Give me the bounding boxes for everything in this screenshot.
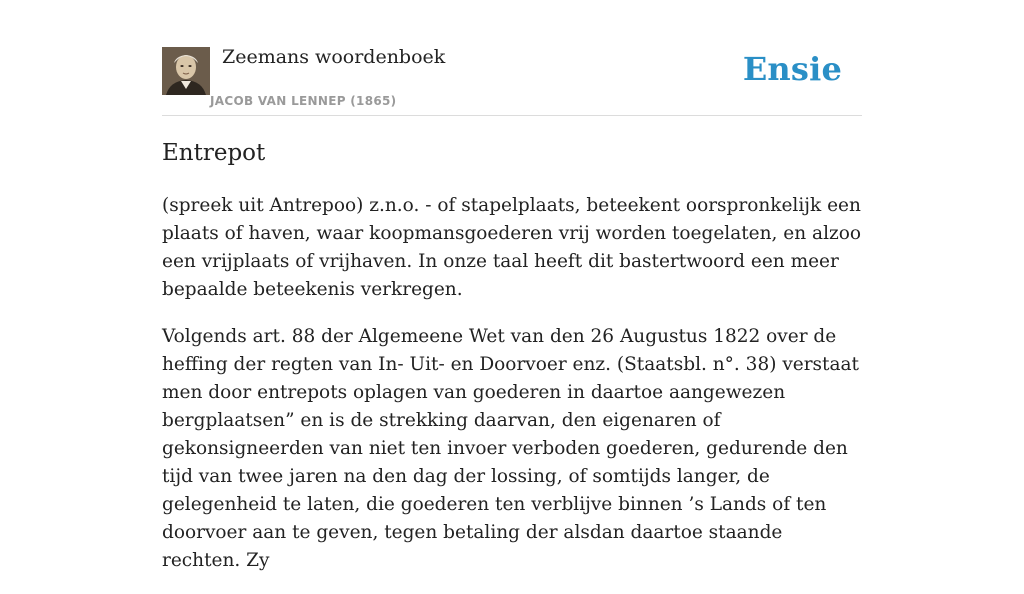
page [162,0,862,571]
book-author[interactable]: JACOB VAN LENNEP (1865) [210,94,397,108]
entry-paragraph: Volgends art. 88 der Algemeene Wet van den 26 Augustus 1822 over de heffing der regten van In- Uit- en Doorvoer enz. (Staatsbl. n°. 38) verstaat men door entrepots oplagen van goederen in daartoe aangewezen bergplaatsen” en is de strekking daarvan, den eigenaren of gekonsigneerden van niet ten invoer verboden goederen, gedurende den tijd van twee jaren na den dag der lossing, of somtijds langer, de gelegenheid te laten, die goederen ten verblijve binnen ’s Lands of ten doorvoer aan te geven, tegen betaling der alsdan daartoe staande rechten. Zy [162,326,859,571]
header [162,0,862,116]
ensie-logo-link[interactable]: Ensie [742,50,842,88]
entry-body [162,192,862,594]
author-portrait-icon[interactable] [162,47,210,95]
book-title[interactable]: Zeemans woordenboek [222,46,446,68]
entry-paragraph: (spreek uit Antrepoo) z.n.o. - of stapelplaats, beteekent oorspronkelijk een plaats of haven, waar koopmansgoederen vrij worden toegelaten, en alzoo een vrijplaats of vrijhaven. In onze taal heeft dit bastertwoord een meer bepaalde beteekenis verkregen. [162,195,862,300]
entry-title: Entrepot [162,140,266,166]
